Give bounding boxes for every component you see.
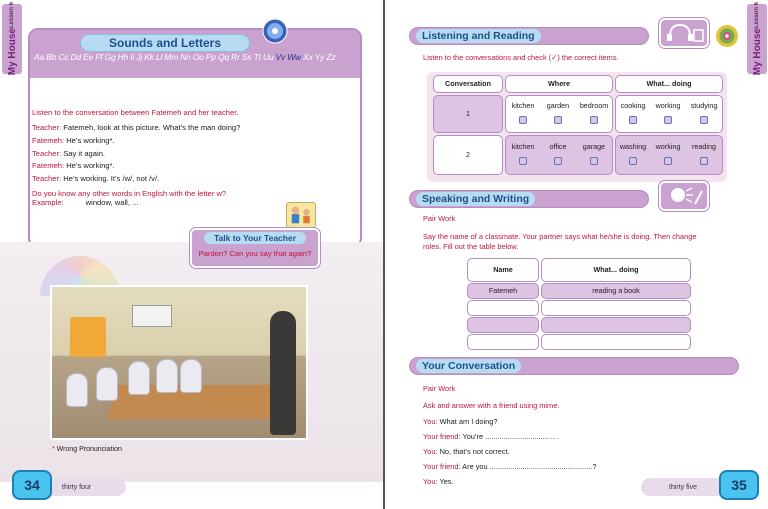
line-text: Say it again. xyxy=(61,148,106,158)
checkbox[interactable] xyxy=(590,157,598,165)
option-label: kitchen xyxy=(511,101,535,110)
table-header: Conversation xyxy=(433,75,503,93)
checkbox[interactable] xyxy=(700,157,708,165)
conversation-line xyxy=(32,149,352,162)
teacher-student-icon xyxy=(286,202,316,228)
lesson-title: My House xyxy=(751,28,763,76)
speaking-writing-icon xyxy=(659,181,709,211)
alphabet-letters-end: Xx Yy Zz xyxy=(300,52,336,62)
your-conversation-title: Your Conversation xyxy=(416,359,521,373)
student xyxy=(128,361,150,395)
checkbox[interactable] xyxy=(590,116,598,124)
speaker: Teacher: xyxy=(32,148,62,158)
talk-title: Talk to Your Teacher xyxy=(204,232,306,244)
speaker: You: xyxy=(423,477,438,486)
speaker: Fatemeh: xyxy=(32,135,65,145)
speaker: Your friend: xyxy=(423,462,461,471)
mime-instruction: Ask and answer with a friend using mime. xyxy=(423,401,560,410)
speaker: You: xyxy=(423,447,438,456)
option-label: washing xyxy=(619,142,647,151)
checkbox[interactable] xyxy=(519,157,527,165)
pair-work-label: Pair Work xyxy=(423,214,456,223)
speaker: Teacher: xyxy=(32,174,62,184)
checkbox[interactable] xyxy=(664,116,672,124)
name-cell[interactable] xyxy=(467,334,539,350)
option-label: working xyxy=(655,101,681,110)
talk-phrase: Pardon? Can you say that again? xyxy=(198,249,312,258)
line-text: No, that’s not correct. xyxy=(437,447,510,456)
alphabet-letters: Aa Bb Cc Dd Ee Ff Gg Hh Ii Jj Kk Ll Mm Nn Oo Pp Qq Rr Ss Tt Uu xyxy=(34,52,276,62)
speaker: Teacher: xyxy=(32,123,62,132)
speaker: You: xyxy=(423,417,438,426)
option-label: garage xyxy=(582,142,606,151)
checkbox[interactable] xyxy=(629,157,637,165)
table-header: Name xyxy=(467,258,539,282)
table-header: What... doing xyxy=(541,258,691,282)
student xyxy=(96,367,118,401)
conversation-line xyxy=(423,447,510,456)
teacher-figure xyxy=(270,311,296,435)
line-text: Fatemeh, look at this picture. What’s the man doing? xyxy=(61,123,241,132)
right-page xyxy=(385,0,768,509)
photo-caption xyxy=(52,446,122,453)
speaking-title: Speaking and Writing xyxy=(416,192,535,206)
line-text: What am I doing? xyxy=(437,417,498,426)
cd-icon xyxy=(262,18,288,44)
line-text: He’s working. It’s /w/, not /v/. xyxy=(61,174,160,184)
checkbox[interactable] xyxy=(700,116,708,124)
doing-cell[interactable] xyxy=(541,334,691,350)
checkbox[interactable] xyxy=(629,116,637,124)
conversation-line xyxy=(32,161,352,174)
listening-title: Listening and Reading xyxy=(416,29,541,43)
checkbox[interactable] xyxy=(554,157,562,165)
doing-cell[interactable] xyxy=(541,300,691,316)
classroom-photo xyxy=(50,285,308,440)
conversation-block xyxy=(32,108,352,207)
conversation-line xyxy=(32,174,352,187)
page-word: thirty five xyxy=(669,484,698,491)
checkbox[interactable] xyxy=(519,116,527,124)
caption-star: * xyxy=(52,446,55,453)
listening-header xyxy=(409,27,649,45)
conversation-instruction: Listen to the conversation between Fatemeh and her teacher. xyxy=(32,108,239,117)
conversation-line xyxy=(32,136,352,149)
student xyxy=(180,359,202,393)
letter-question: Do you know any other words in English with the letter w? xyxy=(32,188,227,198)
checkbox[interactable] xyxy=(664,157,672,165)
example-words: window, wall, ... xyxy=(85,197,139,207)
conversation-line xyxy=(423,417,498,426)
lesson-number: Lesson 6 xyxy=(9,2,15,29)
your-conversation-header xyxy=(409,357,739,375)
option-label: bedroom xyxy=(579,101,609,110)
conversation-line xyxy=(423,462,596,471)
lesson-tab xyxy=(747,4,767,74)
speaker: Fatemeh: xyxy=(32,161,65,171)
student xyxy=(156,359,178,393)
option-label: reading xyxy=(692,142,716,151)
name-cell[interactable]: Fatemeh xyxy=(467,283,539,299)
option-label: studying xyxy=(690,101,718,110)
whiteboard xyxy=(132,305,172,327)
sounds-header xyxy=(30,30,360,78)
speaking-icon xyxy=(664,185,704,207)
option-label: garden xyxy=(546,101,570,110)
option-label: kitchen xyxy=(511,142,535,151)
headphones-icon xyxy=(664,22,704,44)
caption-text: Wrong Pronunciation xyxy=(54,446,122,453)
doing-cell[interactable] xyxy=(541,317,691,333)
name-cell[interactable] xyxy=(467,300,539,316)
lesson-title: My House xyxy=(6,28,18,76)
line-text: He’s working*. xyxy=(64,135,115,145)
student xyxy=(66,373,88,407)
option-label: office xyxy=(549,142,567,151)
line-text: Are you ..................................................? xyxy=(460,462,597,471)
lesson-tab xyxy=(2,4,22,74)
wall-poster xyxy=(70,317,106,357)
conversation-line xyxy=(32,123,352,136)
page-number: 34 xyxy=(12,470,52,500)
conversation-line xyxy=(423,477,454,486)
speaking-instruction: roles. Fill out the table below. xyxy=(423,242,519,251)
checkbox[interactable] xyxy=(554,116,562,124)
table-header: Where xyxy=(505,75,613,93)
page-word: thirty four xyxy=(62,484,92,491)
conversation-line xyxy=(423,432,559,441)
speaking-header xyxy=(409,190,649,208)
conversation-number: 1 xyxy=(433,95,503,133)
alphabet-highlight: Vv Ww xyxy=(275,52,301,62)
doing-cell xyxy=(615,135,723,175)
lesson-number: Lesson 6 xyxy=(754,2,760,29)
line-text: Yes. xyxy=(437,477,454,486)
sounds-title: Sounds and Letters xyxy=(80,34,250,52)
name-cell[interactable] xyxy=(467,317,539,333)
line-text: You’re .................................. . xyxy=(460,432,560,441)
speaker: Your friend: xyxy=(423,432,461,441)
listening-instruction: Listen to the conversations and check (✓) the correct items. xyxy=(423,53,619,62)
table-header: What... doing xyxy=(615,75,723,93)
pair-work-label: Pair Work xyxy=(423,384,456,393)
speaking-instruction: Say the name of a classmate. Your partner says what he/she is doing. Then change xyxy=(423,232,697,241)
conversation-number: 2 xyxy=(433,135,503,175)
alphabet-strip xyxy=(34,52,360,62)
headphones-book-icon xyxy=(659,18,709,48)
page-number: 35 xyxy=(719,470,759,500)
example-label: Example: xyxy=(32,197,64,207)
option-label: working xyxy=(655,142,681,151)
option-label: cooking xyxy=(620,101,646,110)
doing-cell[interactable]: reading a book xyxy=(541,283,691,299)
where-cell xyxy=(505,135,613,175)
talk-to-teacher-box xyxy=(190,228,320,268)
line-text: He’s working*. xyxy=(64,161,115,171)
cd-icon xyxy=(715,24,739,48)
